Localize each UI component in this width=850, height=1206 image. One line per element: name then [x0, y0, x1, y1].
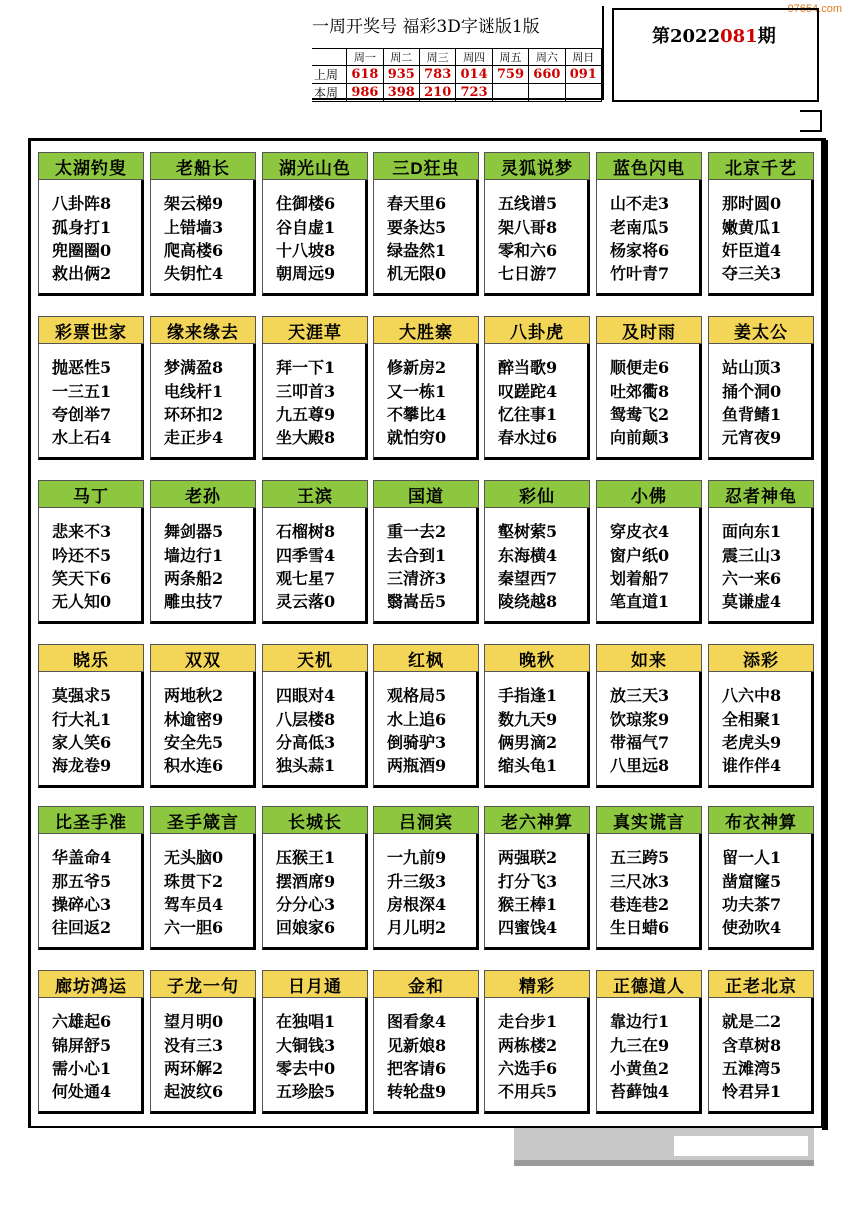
- riddle-card: [596, 970, 702, 1114]
- riddle-line: 无头脑0: [164, 848, 224, 867]
- riddle-line: 十八坡8: [276, 241, 336, 260]
- card-title: 小佛: [596, 480, 702, 508]
- riddle-line: 五三跨5: [610, 848, 670, 867]
- riddle-line: 就是二2: [722, 1012, 782, 1031]
- riddle-line: 拜一下1: [276, 358, 336, 377]
- riddle-line: 面向东1: [722, 522, 782, 541]
- card-title: 大胜寨: [373, 316, 479, 344]
- header-title: 一周开奖号 福彩3D字谜版1版: [312, 17, 540, 37]
- riddle-card: [373, 970, 479, 1114]
- riddle-line: 捅个洞0: [722, 382, 782, 401]
- day-header: 周六: [529, 49, 565, 66]
- riddle-line: 墙边行1: [164, 546, 224, 565]
- riddle-line: 两瓶酒9: [387, 756, 447, 775]
- riddle-line: 摆酒席9: [276, 872, 336, 891]
- riddle-line: 八层楼8: [276, 710, 336, 729]
- riddle-line: 积水连6: [164, 756, 224, 775]
- riddle-line: 零去中0: [276, 1059, 336, 1078]
- riddle-line: 莫谦虚4: [722, 592, 782, 611]
- card-title: 王滨: [262, 480, 368, 508]
- draw-number: [492, 84, 528, 102]
- riddle-line: 叹蹉跎4: [498, 382, 558, 401]
- riddle-line: 猴王棒1: [498, 895, 558, 914]
- draw-schedule-table: [312, 48, 602, 102]
- riddle-line: 舞剑器5: [164, 522, 224, 541]
- riddle-line: 零和六6: [498, 241, 558, 260]
- riddle-line: 春水过6: [498, 428, 558, 447]
- riddle-line: 升三级3: [387, 872, 447, 891]
- riddle-card: [708, 480, 814, 624]
- riddle-line: 七日游7: [498, 264, 558, 283]
- day-header: 周日: [565, 49, 601, 66]
- riddle-line: 春天里6: [387, 194, 447, 213]
- riddle-line: 俩男滴2: [498, 733, 558, 752]
- riddle-line: 观七星7: [276, 569, 336, 588]
- riddle-line: 朝周远9: [276, 264, 336, 283]
- riddle-line: 两环解2: [164, 1059, 224, 1078]
- card-title: 圣手箴言: [150, 806, 256, 834]
- riddle-line: 图看象4: [387, 1012, 447, 1031]
- riddle-card: [484, 970, 590, 1114]
- card-title: 金和: [373, 970, 479, 998]
- card-title: 正德道人: [596, 970, 702, 998]
- riddle-line: 怜君异1: [722, 1082, 782, 1101]
- riddle-card: [484, 480, 590, 624]
- riddle-card: [373, 152, 479, 296]
- riddle-line: 谁作伴4: [722, 756, 782, 775]
- card-title: 彩仙: [484, 480, 590, 508]
- riddle-card: [596, 480, 702, 624]
- riddle-line: 转轮盘9: [387, 1082, 447, 1101]
- riddle-line: 巷连巷2: [610, 895, 670, 914]
- riddle-card: [150, 806, 256, 950]
- riddle-line: 向前颠3: [610, 428, 670, 447]
- draw-number: 986: [347, 84, 383, 102]
- riddle-line: 三清济3: [387, 569, 447, 588]
- card-title: 比圣手准: [38, 806, 144, 834]
- riddle-card: [262, 316, 368, 460]
- day-header: 周三: [419, 49, 455, 66]
- riddle-card: [373, 644, 479, 788]
- card-title: 红枫: [373, 644, 479, 672]
- riddle-line: 月儿明2: [387, 918, 447, 937]
- riddle-line: 住御楼6: [276, 194, 336, 213]
- site-watermark: 97654.com: [784, 2, 846, 16]
- card-title: 三D狂虫: [373, 152, 479, 180]
- card-title: 马丁: [38, 480, 144, 508]
- riddle-line: 架八哥8: [498, 218, 558, 237]
- riddle-line: 把客请6: [387, 1059, 447, 1078]
- last-week-label: 上周: [312, 66, 347, 84]
- card-title: 忍者神龟: [708, 480, 814, 508]
- riddle-line: 六一胆6: [164, 918, 224, 937]
- riddle-line: 凿窟窿5: [722, 872, 782, 891]
- riddle-card: [38, 480, 144, 624]
- riddle-line: 海龙卷9: [52, 756, 112, 775]
- draw-number: 759: [492, 66, 528, 84]
- riddle-line: 观格局5: [387, 686, 447, 705]
- riddle-line: 回娘家6: [276, 918, 336, 937]
- riddle-line: 家人笑6: [52, 733, 112, 752]
- riddle-card: [262, 480, 368, 624]
- riddle-line: 两强联2: [498, 848, 558, 867]
- corner-cell: [312, 49, 347, 66]
- riddle-line: 八卦阵8: [52, 194, 112, 213]
- riddle-card: [262, 152, 368, 296]
- riddle-line: 上错墙3: [164, 218, 224, 237]
- riddle-card: [150, 480, 256, 624]
- riddle-line: 梦满盈8: [164, 358, 224, 377]
- riddle-card: [150, 644, 256, 788]
- riddle-line: 五滩湾5: [722, 1059, 782, 1078]
- riddle-card: [262, 970, 368, 1114]
- riddle-card: [150, 316, 256, 460]
- card-title: 日月通: [262, 970, 368, 998]
- draw-number: [565, 84, 601, 102]
- riddle-line: 莫强求5: [52, 686, 112, 705]
- draw-number: 723: [456, 84, 492, 102]
- riddle-card: [373, 806, 479, 950]
- riddle-line: 六雄起6: [52, 1012, 112, 1031]
- riddle-line: 失钥忙4: [164, 264, 224, 283]
- riddle-line: 秦望西7: [498, 569, 558, 588]
- card-title: 老船长: [150, 152, 256, 180]
- draw-number: 618: [347, 66, 383, 84]
- riddle-line: 压猴王1: [276, 848, 336, 867]
- card-title: 蓝色闪电: [596, 152, 702, 180]
- draw-number: 783: [419, 66, 455, 84]
- issue-number: [652, 22, 776, 48]
- card-title: 精彩: [484, 970, 590, 998]
- riddle-line: 悲来不3: [52, 522, 112, 541]
- draw-number: 091: [565, 66, 601, 84]
- riddle-line: 没有三3: [164, 1036, 224, 1055]
- riddle-line: 行大礼1: [52, 710, 112, 729]
- riddle-line: 往回返2: [52, 918, 112, 937]
- riddle-line: 八六中8: [722, 686, 782, 705]
- riddle-line: 珠贯下2: [164, 872, 224, 891]
- riddle-card: [708, 806, 814, 950]
- card-title: 八卦虎: [484, 316, 590, 344]
- card-title: 廊坊鸿运: [38, 970, 144, 998]
- riddle-line: 见新娘8: [387, 1036, 447, 1055]
- riddle-line: 吐郊衢8: [610, 382, 670, 401]
- riddle-line: 奸臣道4: [722, 241, 782, 260]
- riddle-line: 鸳鸯飞2: [610, 405, 670, 424]
- riddle-line: 数九天9: [498, 710, 558, 729]
- issue-prefix: 第2022: [652, 26, 721, 47]
- riddle-line: 醉当歌9: [498, 358, 558, 377]
- riddle-line: 要条达5: [387, 218, 447, 237]
- card-title: 添彩: [708, 644, 814, 672]
- riddle-line: 走台步1: [498, 1012, 558, 1031]
- corner-bracket: [800, 110, 822, 132]
- riddle-line: 两条船2: [164, 569, 224, 588]
- riddle-line: 九三在9: [610, 1036, 670, 1055]
- riddle-line: 分高低3: [276, 733, 336, 752]
- riddle-line: 四季雪4: [276, 546, 336, 565]
- riddle-line: 九五尊9: [276, 405, 336, 424]
- riddle-line: 老虎头9: [722, 733, 782, 752]
- riddle-line: 林逾密9: [164, 710, 224, 729]
- riddle-line: 山不走3: [610, 194, 670, 213]
- riddle-line: 夺三关3: [722, 264, 782, 283]
- riddle-line: 留一人1: [722, 848, 782, 867]
- card-title: 缘来缘去: [150, 316, 256, 344]
- riddle-line: 操碎心3: [52, 895, 112, 914]
- draw-number: 398: [383, 84, 419, 102]
- riddle-line: 起波纹6: [164, 1082, 224, 1101]
- riddle-line: 老南瓜5: [610, 218, 670, 237]
- riddle-line: 华盖命4: [52, 848, 112, 867]
- draw-number: 210: [419, 84, 455, 102]
- riddle-line: 打分飞3: [498, 872, 558, 891]
- riddle-line: 谷自虚1: [276, 218, 336, 237]
- frame-shadow: [822, 140, 828, 1130]
- riddle-line: 含草树8: [722, 1036, 782, 1055]
- card-title: 真实谎言: [596, 806, 702, 834]
- riddle-card: [484, 806, 590, 950]
- issue-suffix: 期: [757, 26, 776, 47]
- riddle-line: 三尺冰3: [610, 872, 670, 891]
- riddle-line: 不用兵5: [498, 1082, 558, 1101]
- riddle-line: 八里远8: [610, 756, 670, 775]
- card-title: 正老北京: [708, 970, 814, 998]
- riddle-line: 小黄鱼2: [610, 1059, 670, 1078]
- riddle-line: 三叩首3: [276, 382, 336, 401]
- riddle-card: [708, 316, 814, 460]
- riddle-line: 六选手6: [498, 1059, 558, 1078]
- riddle-card: [38, 970, 144, 1114]
- riddle-line: 石榴树8: [276, 522, 336, 541]
- riddle-line: 一九前9: [387, 848, 447, 867]
- card-title: 及时雨: [596, 316, 702, 344]
- card-title: 晚秋: [484, 644, 590, 672]
- riddle-line: 四眼对4: [276, 686, 336, 705]
- riddle-card: [708, 152, 814, 296]
- riddle-line: 修新房2: [387, 358, 447, 377]
- card-title: 双双: [150, 644, 256, 672]
- draw-number: 935: [383, 66, 419, 84]
- riddle-line: 在独唱1: [276, 1012, 336, 1031]
- riddle-line: 雕虫技7: [164, 592, 224, 611]
- riddle-line: 倒骑驴3: [387, 733, 447, 752]
- riddle-line: 那五爷5: [52, 872, 112, 891]
- riddle-line: 又一栋1: [387, 382, 447, 401]
- issue-box: [612, 8, 819, 102]
- riddle-line: 机无限0: [387, 264, 447, 283]
- draw-number: [529, 84, 565, 102]
- riddle-line: 吟还不5: [52, 546, 112, 565]
- riddle-line: 水上石4: [52, 428, 112, 447]
- card-title: 如来: [596, 644, 702, 672]
- riddle-line: 元宵夜9: [722, 428, 782, 447]
- riddle-line: 分分心3: [276, 895, 336, 914]
- this-week-label: 本周: [312, 84, 347, 102]
- riddle-line: 苔藓蚀4: [610, 1082, 670, 1101]
- riddle-line: 四蜜饯4: [498, 918, 558, 937]
- riddle-line: 穿皮衣4: [610, 522, 670, 541]
- card-title: 彩票世家: [38, 316, 144, 344]
- riddle-card: [373, 316, 479, 460]
- riddle-card: [596, 644, 702, 788]
- riddle-line: 笑天下6: [52, 569, 112, 588]
- riddle-line: 生日蜡6: [610, 918, 670, 937]
- riddle-line: 使劲吹4: [722, 918, 782, 937]
- riddle-line: 独头蒜1: [276, 756, 336, 775]
- riddle-line: 孤身打1: [52, 218, 112, 237]
- riddle-line: 陵绕越8: [498, 592, 558, 611]
- issue-code: 081: [720, 26, 758, 47]
- day-header: 周一: [347, 49, 383, 66]
- riddle-card: [596, 806, 702, 950]
- riddle-line: 杨家将6: [610, 241, 670, 260]
- draw-number: 660: [529, 66, 565, 84]
- riddle-line: 东海横4: [498, 546, 558, 565]
- riddle-line: 房根深4: [387, 895, 447, 914]
- riddle-line: 一三五1: [52, 382, 112, 401]
- riddle-line: 两栋楼2: [498, 1036, 558, 1055]
- riddle-card: [484, 152, 590, 296]
- riddle-card: [708, 644, 814, 788]
- riddle-line: 兜圈圈0: [52, 241, 112, 260]
- day-header: 周二: [383, 49, 419, 66]
- riddle-line: 无人知0: [52, 592, 112, 611]
- riddle-card: [596, 152, 702, 296]
- riddle-line: 安全先5: [164, 733, 224, 752]
- riddle-line: 竹叶青7: [610, 264, 670, 283]
- riddle-line: 何处通4: [52, 1082, 112, 1101]
- riddle-line: 走正步4: [164, 428, 224, 447]
- riddle-line: 手指逢1: [498, 686, 558, 705]
- riddle-line: 带福气7: [610, 733, 670, 752]
- riddle-line: 就怕穷0: [387, 428, 447, 447]
- riddle-line: 望月明0: [164, 1012, 224, 1031]
- riddle-line: 去合到1: [387, 546, 447, 565]
- riddle-card: [38, 152, 144, 296]
- riddle-line: 抛恶性5: [52, 358, 112, 377]
- riddle-line: 水上追6: [387, 710, 447, 729]
- card-title: 长城长: [262, 806, 368, 834]
- card-title: 姜太公: [708, 316, 814, 344]
- riddle-line: 饮琼浆9: [610, 710, 670, 729]
- riddle-card: [484, 644, 590, 788]
- riddle-line: 放三天3: [610, 686, 670, 705]
- riddle-line: 需小心1: [52, 1059, 112, 1078]
- riddle-card: [262, 806, 368, 950]
- card-title: 太湖钓叟: [38, 152, 144, 180]
- riddle-line: 功夫茶7: [722, 895, 782, 914]
- riddle-card: [38, 806, 144, 950]
- this-week-row: [312, 84, 602, 102]
- riddle-line: 重一去2: [387, 522, 447, 541]
- days-row: [312, 49, 602, 66]
- card-title: 子龙一句: [150, 970, 256, 998]
- riddle-line: 壑树萦5: [498, 522, 558, 541]
- riddle-line: 五线谱5: [498, 194, 558, 213]
- riddle-card: [596, 316, 702, 460]
- riddle-line: 环环扣2: [164, 405, 224, 424]
- card-title: 国道: [373, 480, 479, 508]
- card-title: 吕洞宾: [373, 806, 479, 834]
- riddle-card: [150, 152, 256, 296]
- day-header: 周五: [492, 49, 528, 66]
- riddle-line: 笔直道1: [610, 592, 670, 611]
- riddle-line: 六一来6: [722, 569, 782, 588]
- riddle-line: 爬高楼6: [164, 241, 224, 260]
- riddle-line: 五珍脍5: [276, 1082, 336, 1101]
- riddle-line: 那时圆0: [722, 194, 782, 213]
- riddle-card: [38, 316, 144, 460]
- riddle-line: 驾车员4: [164, 895, 224, 914]
- riddle-line: 电线杆1: [164, 382, 224, 401]
- footer-blank: [674, 1136, 808, 1156]
- riddle-line: 顺便走6: [610, 358, 670, 377]
- riddle-line: 全相聚1: [722, 710, 782, 729]
- riddle-line: 架云梯9: [164, 194, 224, 213]
- riddle-line: 靠边行1: [610, 1012, 670, 1031]
- riddle-line: 夸创举7: [52, 405, 112, 424]
- card-title: 灵狐说梦: [484, 152, 590, 180]
- card-title: 布衣神算: [708, 806, 814, 834]
- weekly-draw-header: [312, 6, 604, 100]
- riddle-line: 嫩黄瓜1: [722, 218, 782, 237]
- riddle-card: [373, 480, 479, 624]
- riddle-line: 震三山3: [722, 546, 782, 565]
- riddle-line: 救出俩2: [52, 264, 112, 283]
- card-title: 晓乐: [38, 644, 144, 672]
- riddle-line: 翳嵩岳5: [387, 592, 447, 611]
- riddle-card: [708, 970, 814, 1114]
- riddle-card: [484, 316, 590, 460]
- card-title: 老孙: [150, 480, 256, 508]
- riddle-line: 忆往事1: [498, 405, 558, 424]
- riddle-line: 大铜钱3: [276, 1036, 336, 1055]
- riddle-line: 划着船7: [610, 569, 670, 588]
- card-title: 天机: [262, 644, 368, 672]
- day-header: 周四: [456, 49, 492, 66]
- riddle-line: 绿盎然1: [387, 241, 447, 260]
- riddle-card: [38, 644, 144, 788]
- riddle-line: 锦屏舒5: [52, 1036, 112, 1055]
- card-title: 老六神算: [484, 806, 590, 834]
- riddle-line: 灵云落0: [276, 592, 336, 611]
- card-title: 北京千艺: [708, 152, 814, 180]
- footer-shadow: [514, 1160, 814, 1166]
- riddle-card: [150, 970, 256, 1114]
- last-week-row: [312, 66, 602, 84]
- card-title: 湖光山色: [262, 152, 368, 180]
- riddle-card: [262, 644, 368, 788]
- riddle-line: 两地秋2: [164, 686, 224, 705]
- draw-number: 014: [456, 66, 492, 84]
- card-title: 天涯草: [262, 316, 368, 344]
- riddle-line: 不攀比4: [387, 405, 447, 424]
- riddle-line: 窗户纸0: [610, 546, 670, 565]
- riddle-line: 鱼背鳍1: [722, 405, 782, 424]
- riddle-line: 站山顶3: [722, 358, 782, 377]
- riddle-line: 缩头龟1: [498, 756, 558, 775]
- riddle-line: 坐大殿8: [276, 428, 336, 447]
